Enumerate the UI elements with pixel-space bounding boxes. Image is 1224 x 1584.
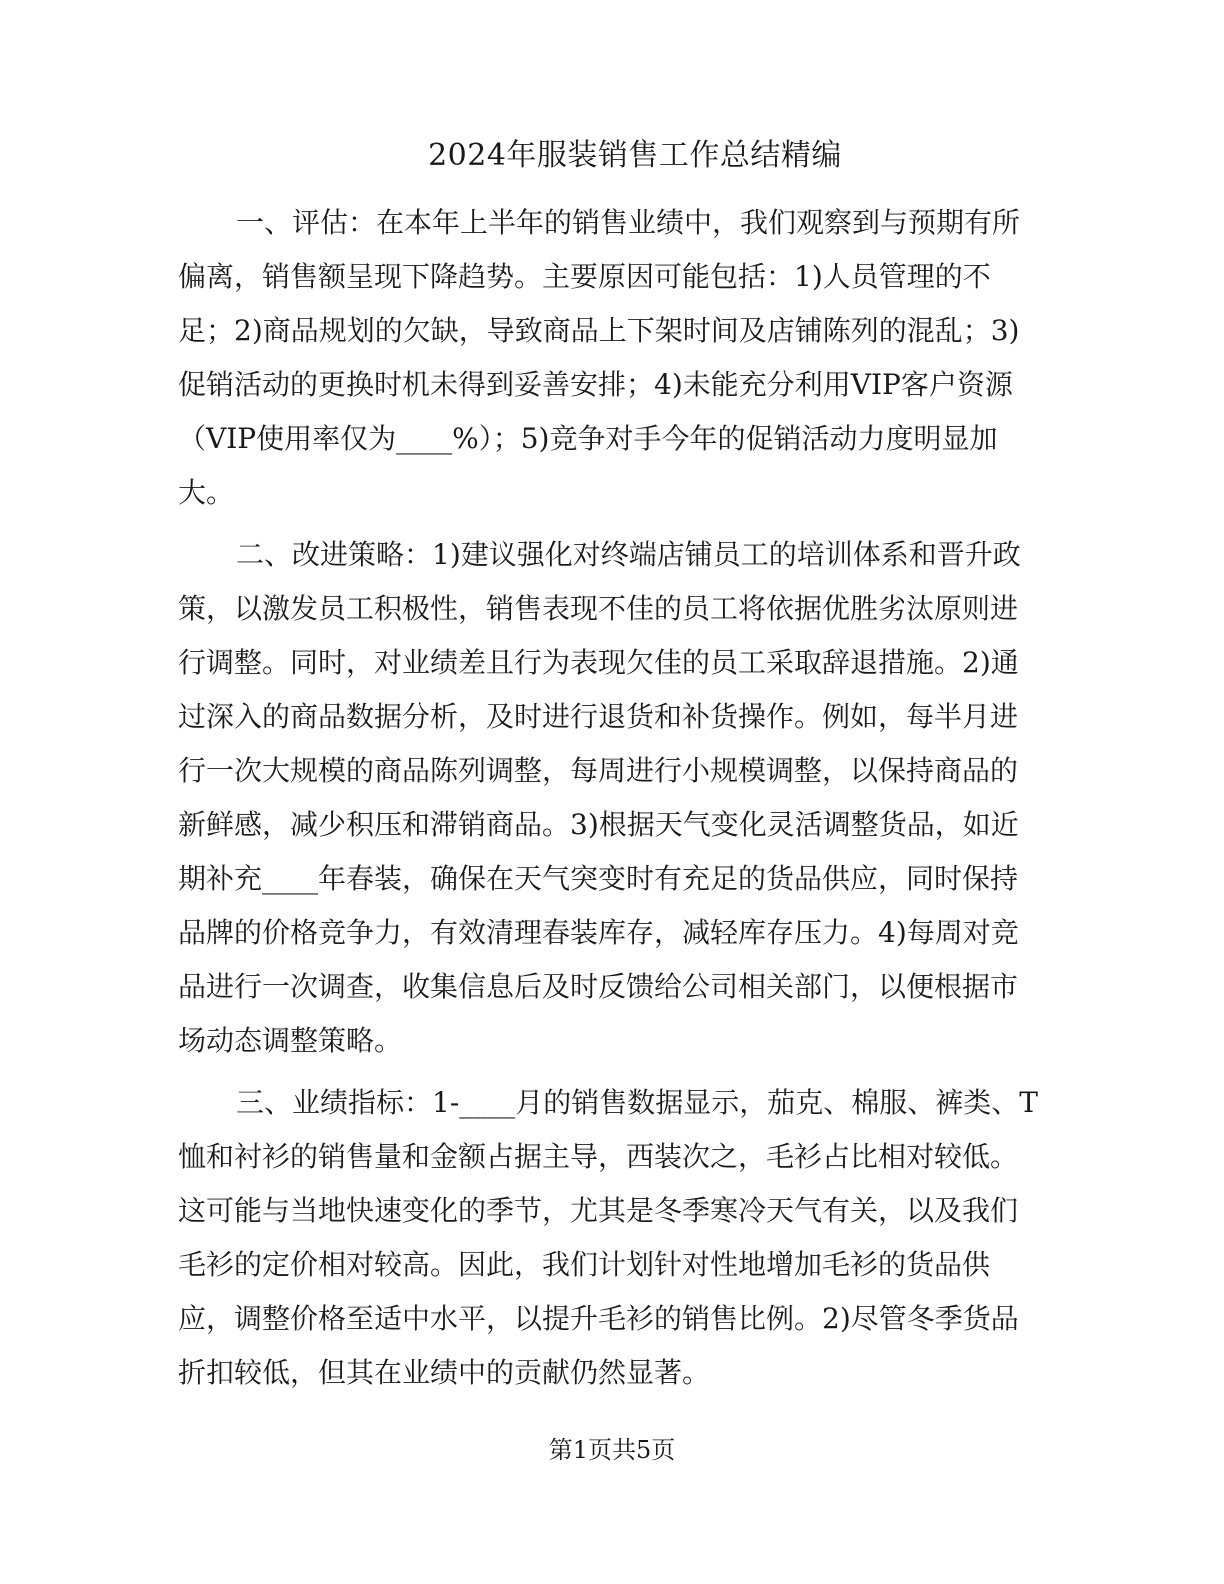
text-line: 期补充____年春装，确保在天气突变时有充足的货品供应，同时保持 (178, 862, 1019, 895)
text-line: 这可能与当地快速变化的季节，尤其是冬季寒冷天气有关，以及我们 (178, 1194, 1019, 1227)
paragraph-evaluation (178, 196, 1038, 520)
document-title: 2024年服装销售工作总结精编 (428, 138, 842, 173)
text-line: 折扣较低，但其在业绩中的贡献仍然显著。 (178, 1356, 711, 1389)
document-body (178, 196, 1038, 1408)
paragraph-performance (178, 1076, 1038, 1400)
text-line: 三、业绩指标：1-____月的销售数据显示，茄克、棉服、裤类、T (236, 1086, 1038, 1119)
text-line: 品牌的价格竞争力，有效清理春装库存，减轻库存压力。4)每周对竞 (178, 916, 1019, 949)
paragraph-improvement (178, 528, 1038, 1068)
text-line: 促销活动的更换时机未得到妥善安排；4)未能充分利用VIP客户资源 (178, 368, 1013, 401)
text-line: （VIP使用率仅为____%）；5)竞争对手今年的促销活动力度明显加 (178, 422, 998, 455)
text-line: 一、评估：在本年上半年的销售业绩中，我们观察到与预期有所 (236, 206, 1021, 239)
text-line: 场动态调整策略。 (178, 1024, 403, 1057)
text-line: 足；2)商品规划的欠缺，导致商品上下架时间及店铺陈列的混乱；3) (178, 314, 1020, 347)
text-line: 大。 (178, 476, 235, 509)
text-line: 策，以激发员工积极性，销售表现不佳的员工将依据优胜劣汰原则进 (178, 592, 1019, 625)
text-line: 应，调整价格至适中水平，以提升毛衫的销售比例。2)尽管冬季货品 (178, 1302, 1019, 1335)
text-line: 行调整。同时，对业绩差且行为表现欠佳的员工采取辞退措施。2)通 (178, 646, 1019, 679)
text-line: 毛衫的定价相对较高。因此，我们计划针对性地增加毛衫的货品供 (178, 1248, 991, 1281)
text-line: 过深入的商品数据分析，及时进行退货和补货操作。例如，每半月进 (178, 700, 1019, 733)
text-line: 新鲜感，减少积压和滞销商品。3)根据天气变化灵活调整货品，如近 (178, 808, 1019, 841)
text-line: 偏离，销售额呈现下降趋势。主要原因可能包括：1)人员管理的不 (178, 260, 991, 293)
text-line: 行一次大规模的商品陈列调整，每周进行小规模调整，以保持商品的 (178, 754, 1019, 787)
page-number: 第1页共5页 (548, 1436, 676, 1464)
text-line: 二、改进策略：1)建议强化对终端店铺员工的培训体系和晋升政 (236, 538, 1021, 571)
text-line: 恤和衬衫的销售量和金额占据主导，西装次之，毛衫占比相对较低。 (178, 1140, 1019, 1173)
text-line: 品进行一次调查，收集信息后及时反馈给公司相关部门，以便根据市 (178, 970, 1019, 1003)
